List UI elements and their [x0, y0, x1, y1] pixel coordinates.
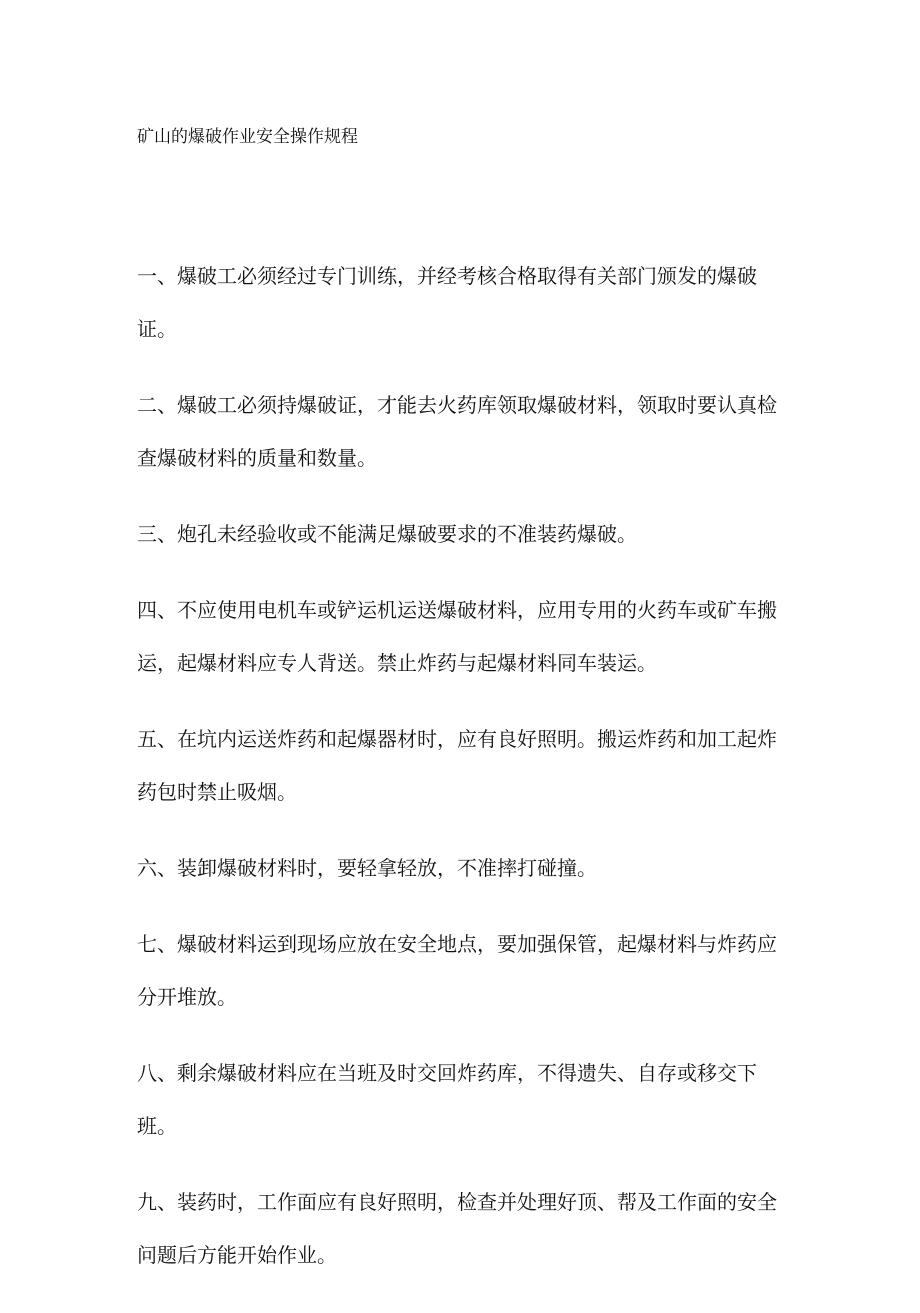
clause-line: 班。 — [137, 1114, 177, 1138]
clause-list — [137, 258, 787, 1313]
clause-6 — [137, 850, 787, 886]
clause-line: 分开堆放。 — [137, 985, 237, 1009]
clause-9 — [137, 1184, 787, 1273]
clause-7 — [137, 926, 787, 1015]
clause-line: 五、在坑内运送炸药和起爆器材时，应有良好照明。搬运炸药和加工起炸 — [137, 727, 777, 751]
clause-line: 四、不应使用电机车或铲运机运送爆破材料，应用专用的火药车或矿车搬 — [137, 598, 777, 622]
clause-line: 九、装药时，工作面应有良好照明，检查并处理好顶、帮及工作面的安全 — [137, 1190, 777, 1214]
clause-2 — [137, 387, 787, 476]
clause-5 — [137, 721, 787, 810]
clause-line: 查爆破材料的质量和数量。 — [137, 446, 377, 470]
clause-3 — [137, 516, 787, 552]
clause-line: 七、爆破材料运到现场应放在安全地点，要加强保管，起爆材料与炸药应 — [137, 932, 777, 956]
clause-line: 二、爆破工必须持爆破证，才能去火药库领取爆破材料，领取时要认真检 — [137, 393, 777, 417]
clause-line: 三、炮孔未经验收或不能满足爆破要求的不准装药爆破。 — [137, 522, 637, 546]
clause-1 — [137, 258, 787, 347]
clause-line: 运，起爆材料应专人背送。禁止炸药与起爆材料同车装运。 — [137, 651, 657, 675]
clause-line: 药包时禁止吸烟。 — [137, 780, 297, 804]
clause-line: 八、剩余爆破材料应在当班及时交回炸药库，不得遗失、自存或移交下 — [137, 1061, 757, 1085]
clause-4 — [137, 592, 787, 681]
clause-line: 证。 — [137, 317, 177, 341]
clause-line: 一、爆破工必须经过专门训练，并经考核合格取得有关部门颁发的爆破 — [137, 264, 757, 288]
clause-line: 六、装卸爆破材料时，要轻拿轻放，不准摔打碰撞。 — [137, 856, 597, 880]
clause-8 — [137, 1055, 787, 1144]
document-title: 矿山的爆破作业安全操作规程 — [137, 127, 358, 147]
clause-line: 问题后方能开始作业。 — [137, 1243, 337, 1267]
